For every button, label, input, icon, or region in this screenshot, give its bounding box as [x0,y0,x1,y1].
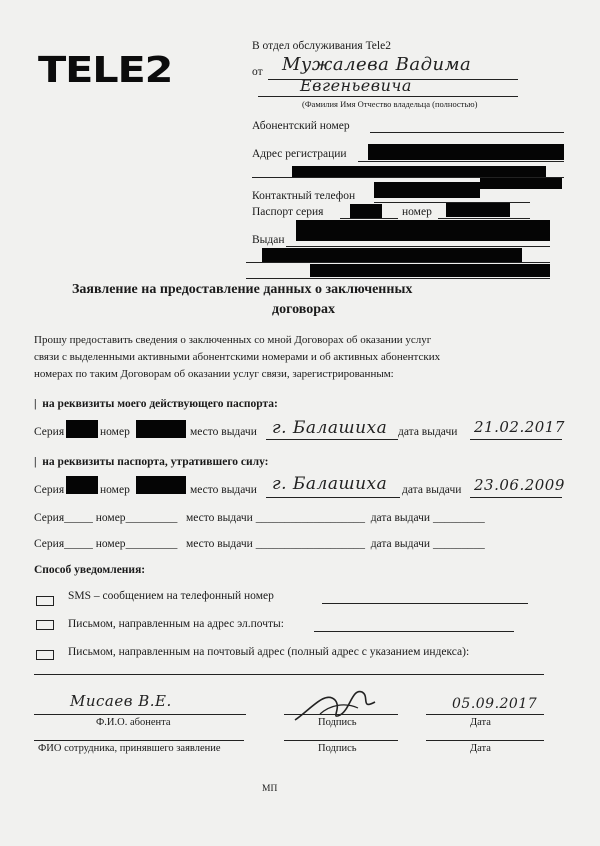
current-number-label: номер [100,426,130,438]
blank-date-field[interactable]: _________ [432,538,485,550]
redaction-block [480,178,562,189]
issued-line-1 [286,246,550,247]
subscriber-number-label: Абонентский номер [252,120,350,132]
blank-series-label: Серия [34,538,65,550]
address-label: Адрес регистрации [252,148,347,160]
date-label: Дата [470,717,491,728]
lost-number-label: номер [100,484,130,496]
redaction-block [66,476,98,494]
current-place-handwritten: г. Балашиха [272,418,388,438]
post-line[interactable] [34,674,544,675]
subscriber-fio-line [34,714,246,715]
subscriber-number-line [370,132,564,133]
blank-row [34,538,485,550]
notify-heading: Способ уведомления: [34,564,146,576]
lost-place-line [266,497,400,498]
passport-number-line [438,218,530,219]
current-series-label: Серия [34,426,65,438]
current-place-label: место выдачи [190,426,257,438]
sms-line[interactable] [322,603,528,604]
employee-label: ФИО сотрудника, принявшего заявление [38,743,221,754]
body-text-line-1: Прошу предоставить сведения о заключенных со мной Договорах об оказании услуг [34,334,432,346]
employee-date-line [426,740,544,741]
blank-place-field[interactable]: ___________________ [255,512,365,524]
tele2-logo: TELE2 [38,50,173,91]
blank-number-field[interactable]: _________ [125,512,178,524]
blank-series-field[interactable]: _____ [64,512,93,524]
redaction-block [350,204,382,218]
employee-sign-line [284,740,398,741]
blank-row [34,512,485,524]
sms-checkbox[interactable] [36,596,54,606]
blank-place-field[interactable]: ___________________ [255,538,365,550]
section-lost-passport-text: на реквизиты паспорта, утратившего силу: [42,456,269,468]
body-text-line-2: связи с выделенными активными абонентскими номерами и об активных абонентских [34,351,441,363]
fio-label: Ф.И.О. абонента [96,717,171,728]
subscriber-name-handwritten: Мисаев В.Е. [70,692,172,710]
current-place-line [266,439,398,440]
blank-series-field[interactable]: _____ [64,538,93,550]
employee-fio-line [34,740,244,741]
section-current-passport: | на реквизиты моего действующего паспорта: [34,398,278,410]
redaction-block [374,182,480,198]
redaction-block [136,420,186,438]
redaction-block [262,248,522,262]
blank-number-label: номер [95,512,126,524]
lost-series-label: Серия [34,484,65,496]
lost-place-handwritten: г. Балашиха [272,474,388,494]
lost-place-label: место выдачи [190,484,257,496]
passport-series-line [340,218,398,219]
redaction-block [136,476,186,494]
blank-series-label: Серия [34,512,65,524]
redaction-block [446,203,510,217]
redaction-block [66,420,98,438]
employee-sign-label: Подпись [318,743,357,754]
issued-line-2 [246,262,550,263]
from-label: от [252,66,263,78]
sign-label: Подпись [318,717,357,728]
subscriber-sign-line [284,714,398,715]
blank-date-label: дата выдачи [370,538,431,550]
issued-line-3 [246,278,550,279]
form-title-line-1: Заявление на предоставление данных о заключенных [72,282,413,297]
redaction-block [368,144,564,160]
address-line-1 [358,161,564,162]
applicant-name-handwritten: Мужалева Вадима [282,54,472,75]
redaction-block [310,264,550,277]
passport-series-label: Паспорт серия [252,206,324,218]
contact-phone-label: Контактный телефон [252,190,356,202]
current-date-line [470,439,562,440]
subscriber-date-line [426,714,544,715]
body-text-line-3: номерах по таким Договорам об оказании услуг связи, зарегистрированным: [34,368,394,380]
lost-date-handwritten: 23.06.2009 [474,476,565,494]
issued-label: Выдан [252,234,285,246]
form-title-line-2: договорах [272,302,335,317]
fio-hint: (Фамилия Имя Отчество владельца (полностью) [302,99,478,109]
current-date-handwritten: 21.02.2017 [474,418,565,436]
sms-label: SMS – сообщением на телефонный номер [68,590,274,602]
lost-date-line [470,497,562,498]
redaction-block [292,166,546,177]
redaction-block [296,220,550,241]
section-lost-passport: | на реквизиты паспорта, утратившего силу: [34,456,269,468]
from-line-2 [258,96,518,97]
email-label: Письмом, направленным на адрес эл.почты: [68,618,284,630]
passport-number-label: номер [402,206,432,218]
blank-place-label: место выдачи [185,538,253,550]
employee-date-label: Дата [470,743,491,754]
section-current-passport-text: на реквизиты моего действующего паспорта: [42,398,278,410]
post-checkbox[interactable] [36,650,54,660]
lost-date-label: дата выдачи [402,484,462,496]
email-checkbox[interactable] [36,620,54,630]
blank-number-field[interactable]: _________ [125,538,178,550]
applicant-patronymic-handwritten: Евгеньевича [300,76,412,95]
blank-number-label: номер [95,538,126,550]
post-label: Письмом, направленным на почтовый адрес (полный адрес с указанием индекса): [68,646,470,658]
recipient-line: В отдел обслуживания Tele2 [252,40,391,52]
blank-date-field[interactable]: _________ [432,512,485,524]
date-handwritten: 05.09.2017 [452,696,538,712]
email-line[interactable] [314,631,514,632]
stamp-place: МП [262,784,278,794]
current-date-label: дата выдачи [398,426,458,438]
blank-date-label: дата выдачи [370,512,431,524]
blank-place-label: место выдачи [185,512,253,524]
